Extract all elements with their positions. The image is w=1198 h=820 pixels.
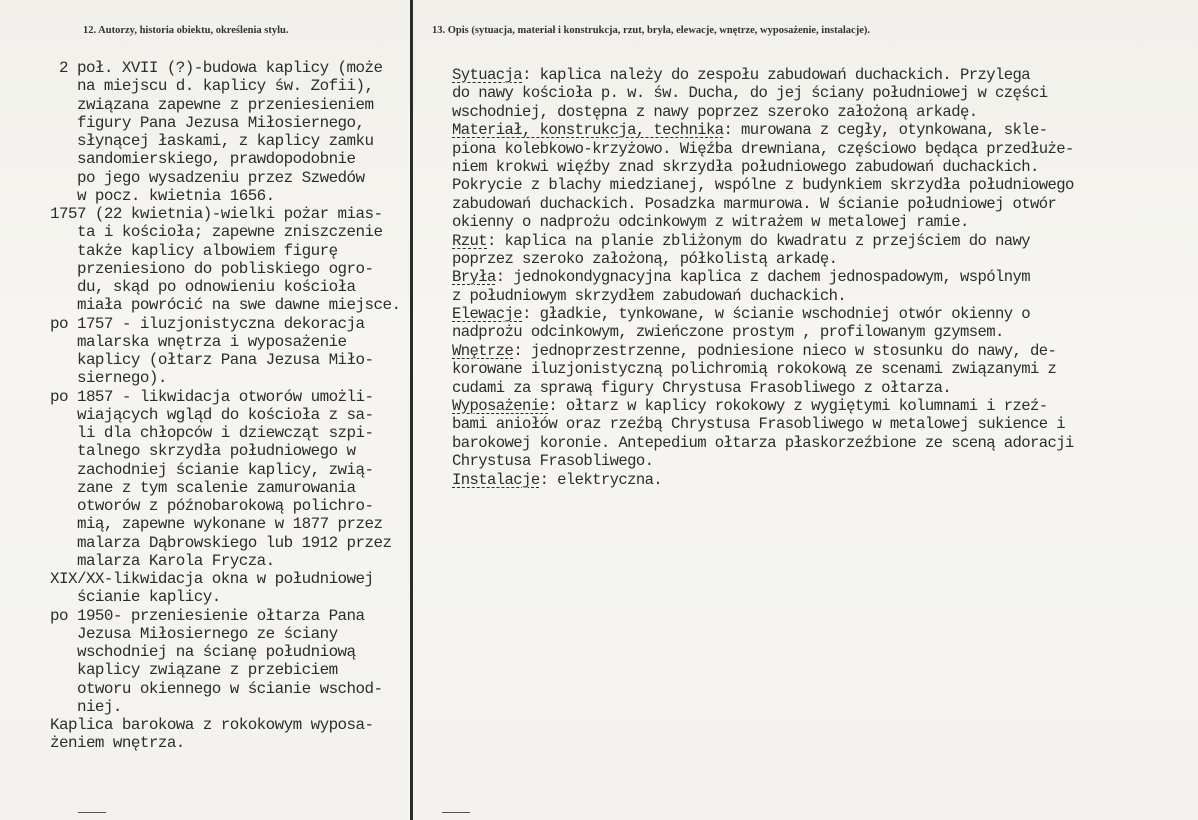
section-label-sytuacja: Sytuacja <box>452 66 523 84</box>
description-line <box>452 471 1172 489</box>
description-text: niem krokwi więźby znad skrzydła południowego zabudowań duchackich. <box>452 157 1039 176</box>
history-line: wiających wgląd do kościoła z sa- <box>50 405 374 424</box>
history-line: ta i kościoła; zapewne zniszczenie <box>50 223 383 242</box>
description-line <box>452 103 1172 121</box>
section-label-instalacje: Instalacje <box>452 470 540 489</box>
description-text: bami aniołów oraz rzeźbą Chrystusa Frasobliwego w metalowej sukience i <box>452 415 1066 434</box>
history-line: malarska wnętrza i wyposażenie <box>50 332 347 351</box>
description-line <box>452 158 1172 176</box>
history-line: mią, zapewne wykonane w 1877 przez <box>50 515 383 534</box>
description-text: piona kolebkowo-krzyżowo. Więźba drewniana, częściowo będąca przedłuże- <box>452 139 1074 158</box>
section-label-wnetrze: Wnętrze <box>452 341 514 360</box>
history-line: miała powrócić na swe dawne miejsce. <box>50 296 401 315</box>
history-line: ścianie kaplicy. <box>50 588 221 607</box>
section-label-material: Materiał, konstrukcja, technika <box>452 121 724 140</box>
history-line: otworów z późnobarokową polichro- <box>50 497 374 515</box>
history-line: kaplicy (ołtarz Pana Jezusa Miło- <box>50 351 374 369</box>
description-text: nadprożu odcinkowym, zwieńczone prostym , profilowanym gzymsem. <box>452 323 1004 342</box>
history-line: po jego wysadzeniu przez Szwedów <box>50 168 365 187</box>
description-text: : kaplica na planie zbliżonym do kwadratu z przejściem do nawy <box>487 231 1031 250</box>
description-text: cudami za sprawą figury Chrystusa Frasobliwego z ołtarza. <box>452 378 952 397</box>
history-line: figury Pana Jezusa Miłosiernego, <box>50 113 365 132</box>
history-line: żeniem wnętrza. <box>50 734 185 753</box>
description-line <box>452 66 1172 84</box>
history-line: kaplicy związane z przebiciem <box>50 661 338 680</box>
description-text: : kaplica należy do zespołu zabudowań duchackich. Przylega <box>522 66 1031 84</box>
description-text: z południowym skrzydłem zabudowań duchackich. <box>452 286 847 305</box>
history-line: po 1950- przeniesienie ołtarza Pana <box>50 606 365 625</box>
history-line: 2 poł. XVII (?)-budowa kaplicy (może <box>50 59 383 77</box>
description-text: wschodniej, dostępna z nawy poprzez szeroko założoną arkadę. <box>452 102 978 121</box>
history-line: Kaplica barokowa z rokokowym wyposa- <box>50 716 374 734</box>
history-line: także kaplicy albowiem figurę <box>50 241 338 260</box>
history-line: zachodniej ścianie kaplicy, zwią- <box>50 460 374 479</box>
history-line: słynącej łaskami, z kaplicy zamku <box>50 132 374 150</box>
history-line: po 1757 - iluzjonistyczna dekoracja <box>50 314 365 333</box>
description-line <box>452 342 1172 360</box>
description-line <box>452 140 1172 158</box>
section-label-wyposazenie: Wyposażenie <box>452 397 549 416</box>
description-line <box>452 305 1172 323</box>
description-line <box>452 287 1172 305</box>
history-line: w pocz. kwietnia 1656. <box>50 186 275 205</box>
history-line: malarza Karola Frycza. <box>50 551 275 570</box>
description-text: : elektryczna. <box>539 470 663 489</box>
description-line <box>452 250 1172 268</box>
description-text: : jednoprzestrzenne, podniesione nieco w stosunku do nawy, de- <box>513 341 1057 360</box>
section-12-heading: 12. Autorzy, historia obiektu, określenia stylu. <box>83 25 289 36</box>
description-line <box>452 323 1172 341</box>
description-line <box>452 397 1172 415</box>
section-label-elewacje: Elewacje <box>452 305 523 324</box>
description-text: do nawy kościoła p. w. św. Ducha, do jej ściany południowej w części <box>452 84 1048 103</box>
description-line <box>452 434 1172 452</box>
description-line <box>452 84 1172 102</box>
history-line: wschodniej na ścianę południową <box>50 643 356 661</box>
history-line: po 1857 - likwidacja otworów umożli- <box>50 387 374 406</box>
history-text-column <box>50 59 420 753</box>
description-line <box>452 360 1172 378</box>
description-text: : gładkie, tynkowane, w ścianie wschodniej otwór okienny o <box>522 305 1031 324</box>
description-line <box>452 415 1172 433</box>
description-line <box>452 213 1172 231</box>
history-line: siernego). <box>50 369 167 388</box>
footer-rule-left <box>78 812 106 813</box>
footer-rule-right <box>442 812 470 813</box>
description-line <box>452 195 1172 213</box>
history-line: li dla chłopców i dziewcząt szpi- <box>50 424 374 442</box>
history-line: sandomierskiego, prawdopodobnie <box>50 150 356 169</box>
description-text: okienny o nadprożu odcinkowym z witrażem w metalowej ramie. <box>452 213 969 232</box>
history-line: na miejscu d. kaplicy św. Zofii), <box>50 77 374 96</box>
description-text: korowane iluzjonistyczną polichromią rokokową ze scenami związanymi z <box>452 360 1057 379</box>
section-13-heading: 13. Opis (sytuacja, materiał i konstrukcja, rzut, bryła, elewacje, wnętrze, wyposażenie, instalacje). <box>432 25 871 36</box>
history-line: XIX/XX-likwidacja okna w południowej <box>50 570 374 588</box>
description-text: barokowej koronie. Antepedium ołtarza płaskorzeźbione ze sceną adoracji <box>452 433 1074 452</box>
history-line: Jezusa Miłosiernego ze ściany <box>50 624 338 643</box>
history-line: zane z tym scalenie zamurowania <box>50 478 356 497</box>
description-line <box>452 268 1172 286</box>
history-line: niej. <box>50 697 122 716</box>
section-label-bryla: Bryła <box>452 268 496 287</box>
description-text: poprzez szeroko założoną, półkolistą arkadę. <box>452 249 838 268</box>
section-label-rzut: Rzut <box>452 231 488 250</box>
description-line <box>452 232 1172 250</box>
description-text: : murowana z cegły, otynkowana, skle- <box>723 121 1048 140</box>
description-text: Chrystusa Frasobliwego. <box>452 452 654 471</box>
history-line: talnego skrzydła południowego w <box>50 442 356 461</box>
description-line <box>452 121 1172 139</box>
history-line: przeniesiono do pobliskiego ogro- <box>50 259 374 278</box>
description-text: : ołtarz w kaplicy rokokowy z wygiętymi kolumnami i rzeź- <box>548 397 1048 416</box>
history-line: du, skąd po odnowieniu kościoła <box>50 278 356 296</box>
description-text: : jednokondygnacyjna kaplica z dachem jednospadowym, wspólnym <box>495 268 1031 287</box>
description-line <box>452 379 1172 397</box>
history-line: związana zapewne z przeniesieniem <box>50 95 374 114</box>
description-text: zabudowań duchackich. Posadzka marmurowa. W ścianie południowej otwór <box>452 194 1057 213</box>
description-text: Pokrycie z blachy miedzianej, wspólne z budynkiem skrzydła południowego <box>452 176 1074 195</box>
history-line: malarza Dąbrowskiego lub 1912 przez <box>50 533 392 552</box>
history-line: 1757 (22 kwietnia)-wielki pożar mias- <box>50 205 383 223</box>
description-line <box>452 176 1172 194</box>
description-line <box>452 452 1172 470</box>
history-line: otworu okiennego w ścianie wschod- <box>50 679 383 698</box>
description-text-column <box>452 66 1172 489</box>
